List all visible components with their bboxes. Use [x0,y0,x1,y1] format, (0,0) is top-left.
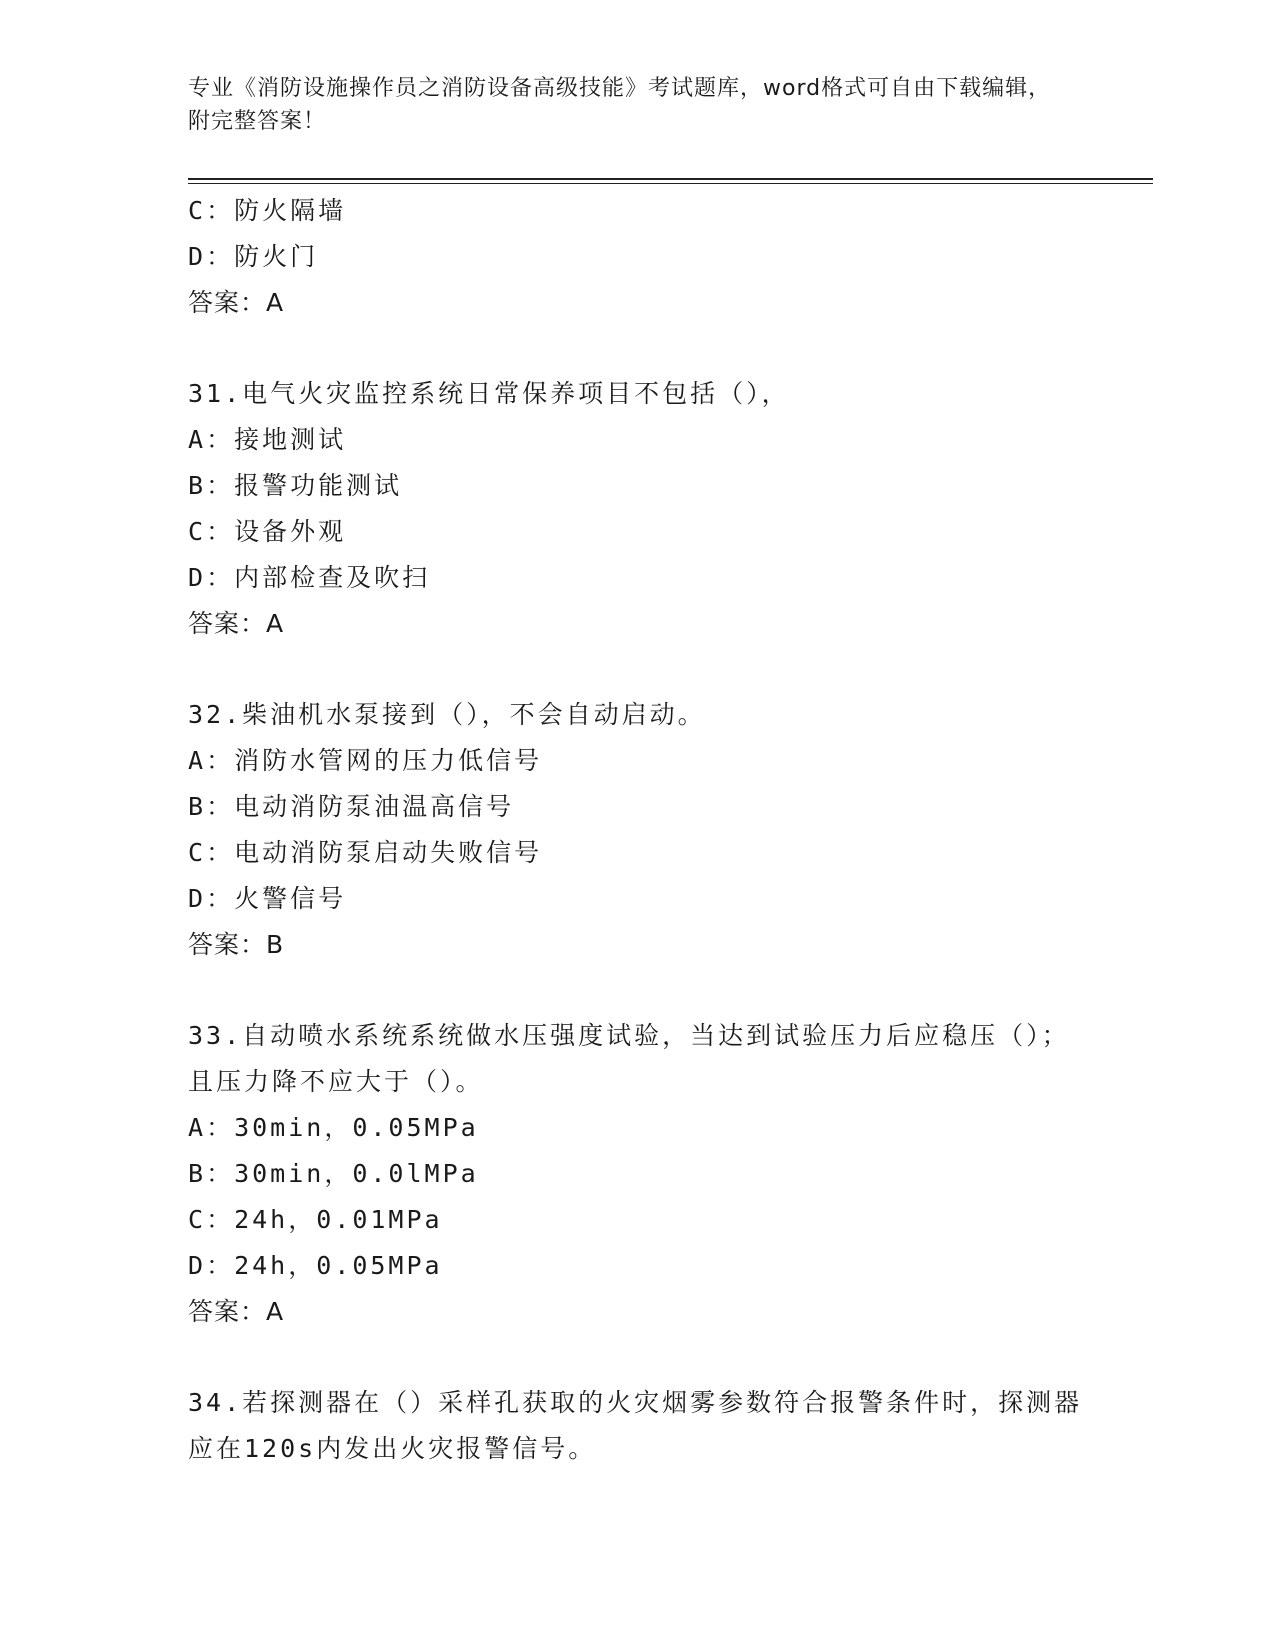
question-list [188,188,1088,1472]
question-stem: 31.电气火灾监控系统日常保养项目不包括（）， [188,379,790,408]
option-c: C：电动消防泵启动失败信号 [188,838,543,867]
question-stem: 33.自动喷水系统系统做水压强度试验，当达到试验压力后应稳压（）；且压力降不应大于（）。 [188,1021,1070,1096]
option-b: B：报警功能测试 [188,471,403,500]
option-b: B：电动消防泵油温高信号 [188,792,515,821]
answer: 答案：A [188,288,285,317]
question-33 [188,1013,1088,1335]
option-d: D：内部检查及吹扫 [188,563,431,592]
answer: 答案：A [188,1297,285,1326]
header-rule-thick [188,178,1153,180]
question-31 [188,371,1088,647]
option-a: A：30min，0.05MPa [188,1113,479,1142]
question-32 [188,692,1088,968]
question-stem: 32.柴油机水泵接到（），不会自动启动。 [188,700,706,729]
question-34 [188,1380,1088,1472]
header-rule-thin [188,183,1153,184]
answer: 答案：A [188,609,285,638]
option-c: C：24h，0.01MPa [188,1205,443,1234]
option-b: B：30min，0.0lMPa [188,1159,479,1188]
option-c: C：防火隔墙 [188,196,347,225]
document-header: 专业《消防设施操作员之消防设备高级技能》考试题库，word格式可自由下载编辑，附完整答案！ [188,76,1052,134]
answer: 答案：B [188,930,285,959]
question-stem: 34.若探测器在（）采样孔获取的火灾烟雾参数符合报警条件时，探测器应在120s内发出火灾报警信号。 [188,1388,1083,1463]
option-c: C：设备外观 [188,517,347,546]
option-a: A：消防水管网的压力低信号 [188,746,543,775]
option-d: D：火警信号 [188,884,347,913]
option-d: D：防火门 [188,242,319,271]
option-a: A：接地测试 [188,425,347,454]
prev-question [188,188,1088,326]
option-d: D：24h，0.05MPa [188,1251,443,1280]
